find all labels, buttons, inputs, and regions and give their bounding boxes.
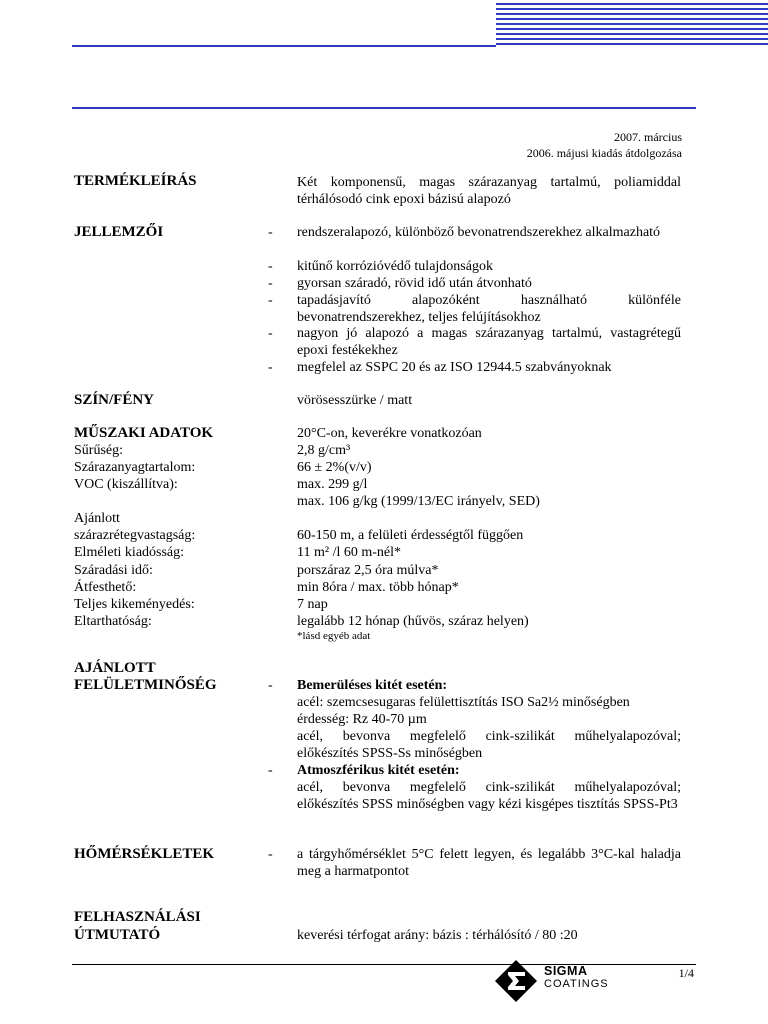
roughness-line: érdesség: Rz 40-70 µm [297,712,427,727]
bullet-dash: - [268,259,273,274]
heading-usage-1: FELHASZNÁLÁSI [74,909,201,925]
heading-color-gloss: SZÍN/FÉNY [74,392,155,408]
tech-label: Teljes kikeményedés: [74,597,195,612]
tech-label: Átfesthető: [74,580,137,595]
product-description-text: Két komponensű, magas szárazanyag tartalmú, poliamiddal térhálósodó cink epoxi bázisú alapozó [297,175,681,207]
bullet-dash: - [268,847,273,862]
heading-surface-prep-1: AJÁNLOTT [74,660,156,676]
tech-value: 60-150 m, a felületi érdességtől függően [297,528,524,543]
bullet-dash: - [268,678,273,693]
tech-label: Sűrűség: [74,443,123,458]
header-rule-bottom [72,107,696,109]
logo-text-coatings: COATINGS [544,978,609,990]
sigma-coatings-logo [494,958,619,1004]
tech-value: max. 106 g/kg (1999/13/EC irányelv, SED) [297,494,540,509]
bullet-dash: - [268,225,273,240]
tech-label: Eltarthatóság: [74,614,152,629]
tech-value: 11 m² /l 60 m-nél* [297,545,402,560]
atmospheric-title: Atmoszférikus kitét esetén: [297,763,460,778]
date-block [527,129,682,161]
page-number: 1/4 [678,966,694,980]
immersion-title: Bemerüléses kitét esetén: [297,678,448,693]
tech-value: min 8óra / max. több hónap* [297,580,459,595]
bullet-dash: - [268,360,273,375]
heading-technical-data: MŰSZAKI ADATOK [74,425,214,441]
tech-value: 66 ± 2%(v/v) [297,460,372,475]
tech-label: szárazrétegvastagság: [74,528,196,543]
technical-footnote: *lásd egyéb adat [297,630,371,642]
tech-value: 2,8 g/cm³ [297,443,351,458]
header-stripes [496,0,768,48]
heading-temperatures: HŐMÉRSÉKLETEK [74,846,215,862]
feature-item: nagyon jó alapozó a magas szárazanyag tartalmú, vastagrétegű epoxi festékekhez [297,326,681,358]
issue-date: 2007. március [614,130,682,144]
tech-label: VOC (kiszállítva): [74,477,178,492]
bullet-dash: - [268,763,273,778]
tech-value: legalább 12 hónap (hűvös, száraz helyen) [297,614,529,629]
mixing-ratio-text: keverési térfogat arány: bázis : térhálósító / 80 :20 [297,928,578,943]
tech-label: Ajánlott [74,511,120,526]
feature-item: gyorsan száradó, rövid idő után átvonható [297,276,532,291]
feature-item: kitűnő korrózióvédő tulajdonságok [297,259,493,274]
tech-value: max. 299 g/l [297,477,368,492]
bullet-dash: - [268,293,273,308]
bullet-dash: - [268,326,273,341]
sigma-logo-icon [494,959,538,1003]
revision-note: 2006. májusi kiadás átdolgozása [526,146,682,160]
immersion-line: acél, bevonva megfelelő cink-szilikát műhelyalapozóval; előkészítés SPSS-Ss minőségben [297,729,681,761]
tech-label: Száradási idő: [74,563,153,578]
atmospheric-text: acél, bevonva megfelelő cink-szilikát műhelyalapozóval; előkészítés SPSS minőségben vagy kézi kisgépes tisztítás SPSS-Pt3 [297,780,681,812]
feature-item: rendszeralapozó, különböző bevonatrendszerekhez alkalmazható [297,225,661,240]
tech-label: Elméleti kiadósság: [74,545,185,560]
tech-value: 7 nap [297,597,328,612]
tech-value: porszáraz 2,5 óra múlva* [297,563,439,578]
color-gloss-value: vörösesszürke / matt [297,393,413,408]
temperature-text: a tárgyhőmérséklet 5°C felett legyen, és legalább 3°C-kal haladja meg a harmatpontot [297,847,681,879]
feature-item: tapadásjavító alapozóként használható különféle bevonatrendszerekhez, teljes felújításokhoz [297,293,681,325]
heading-features: JELLEMZŐI [74,224,164,240]
heading-surface-prep-2: FELÜLETMINŐSÉG [74,677,217,693]
tech-label: Szárazanyagtartalom: [74,460,196,475]
heading-product-description: TERMÉKLEÍRÁS [74,173,197,189]
header-rule-top [72,45,496,47]
technical-data-intro: 20°C-on, keverékre vonatkozóan [297,426,482,441]
bullet-dash: - [268,276,273,291]
feature-item: megfelel az SSPC 20 és az ISO 12944.5 szabványoknak [297,360,612,375]
logo-text-sigma: SIGMA [544,964,588,978]
immersion-line: acél: szemcsesugaras felülettisztítás ISO Sa2½ minőségben [297,695,630,710]
heading-usage-2: ÚTMUTATÓ [74,927,161,943]
